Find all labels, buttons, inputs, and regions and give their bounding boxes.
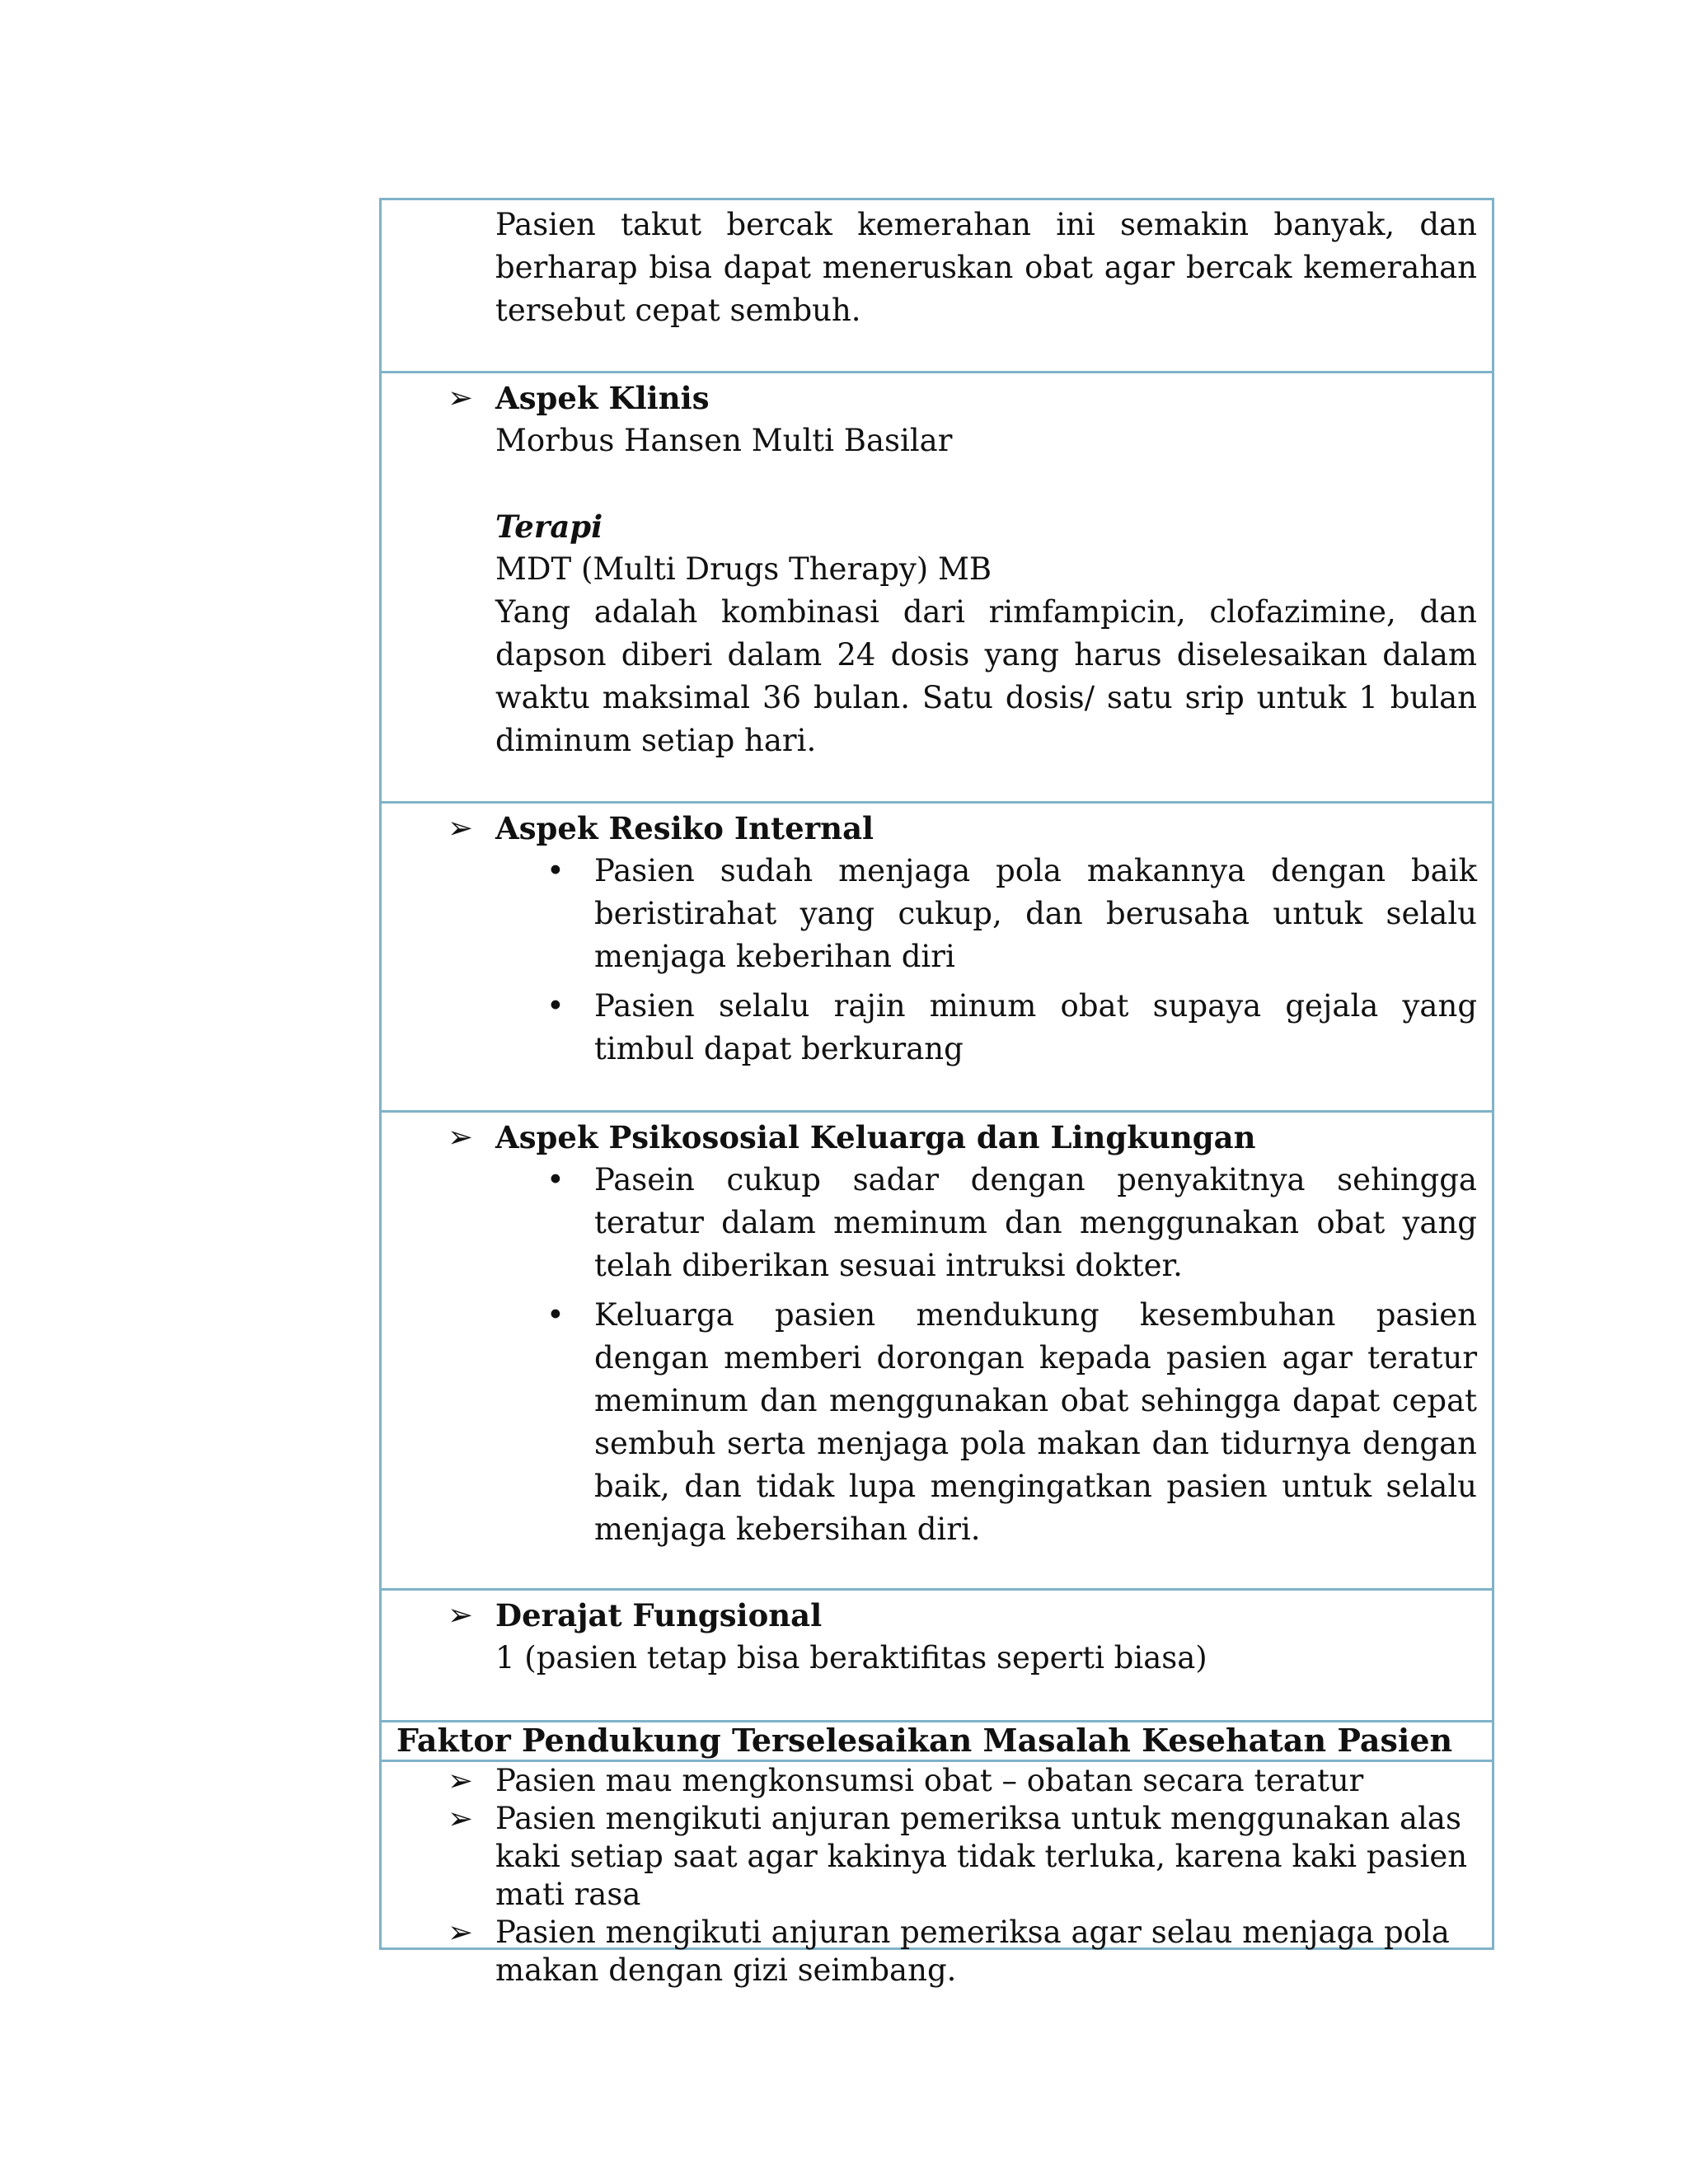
bullet-dot-icon: • xyxy=(546,988,565,1024)
psikososial-list xyxy=(495,1159,1477,1551)
list-item-text: Pasien selalu rajin minum obat supaya gejala yang timbul dapat berkurang xyxy=(594,988,1477,1066)
resiko-list xyxy=(495,850,1477,1071)
list-item xyxy=(546,1294,1477,1551)
derajat-title: Derajat Fungsional xyxy=(495,1597,823,1633)
row-aspek-resiko xyxy=(382,801,1492,1110)
list-item xyxy=(448,1800,1477,1914)
list-item xyxy=(546,1159,1477,1287)
diagnosis-text: Morbus Hansen Multi Basilar xyxy=(495,423,953,458)
aspek-resiko-title: Aspek Resiko Internal xyxy=(495,810,874,846)
list-item-text: Keluarga pasien mendukung kesembuhan pasien dengan memberi dorongan kepada pasien agar teratur meminum dan menggunakan obat sehingga dapat cepat sembuh serta menjaga pola makan dan tidurnya dengan baik, dan tidak lupa mengingatkan pasien untuk selalu menjaga kebersihan diri. xyxy=(594,1297,1477,1547)
aspek-psikososial-title: Aspek Psikososial Keluarga dan Lingkungan xyxy=(495,1119,1256,1155)
derajat-heading xyxy=(448,1594,1477,1637)
row-aspek-psikososial xyxy=(382,1110,1492,1588)
derajat-value: 1 (pasien tetap bisa beraktifitas seperti biasa) xyxy=(495,1640,1207,1675)
terapi-name: MDT (Multi Drugs Therapy) MB xyxy=(495,551,992,587)
list-item xyxy=(448,1762,1477,1800)
row-faktor-items xyxy=(382,1760,1492,1988)
row-derajat-fungsional xyxy=(382,1588,1492,1720)
list-item-text: Pasien mau mengkonsumsi obat – obatan secara teratur xyxy=(495,1763,1364,1798)
row-intro xyxy=(382,200,1492,371)
aspek-klinis-heading xyxy=(448,377,1477,419)
aspek-resiko-heading xyxy=(448,807,1477,850)
arrow-bullet-icon: ➢ xyxy=(448,1763,474,1798)
arrow-bullet-icon: ➢ xyxy=(448,1801,474,1836)
bullet-dot-icon: • xyxy=(546,853,565,888)
list-item-text: Pasein cukup sadar dengan penyakitnya sehingga teratur dalam meminum dan menggunakan obat yang telah diberikan sesuai intruksi dokter. xyxy=(594,1162,1477,1283)
bullet-dot-icon: • xyxy=(546,1297,565,1333)
arrow-bullet-icon: ➢ xyxy=(448,1915,474,1950)
terapi-label: Terapi xyxy=(495,509,603,545)
arrow-bullet-icon: ➢ xyxy=(448,1119,474,1155)
list-item-text: Pasien mengikuti anjuran pemeriksa agar selau menjaga pola makan dengan gizi seimbang. xyxy=(495,1915,1450,1988)
list-item xyxy=(546,985,1477,1071)
row-aspek-klinis xyxy=(382,371,1492,801)
arrow-bullet-icon: ➢ xyxy=(448,1597,474,1633)
list-item-text: Pasien sudah menjaga pola makannya dengan baik beristirahat yang cukup, dan berusaha untuk selalu menjaga keberihan diri xyxy=(594,853,1477,974)
list-item-text: Pasien mengikuti anjuran pemeriksa untuk menggunakan alas kaki setiap saat agar kakinya tidak terluka, karena kaki pasien mati rasa xyxy=(495,1801,1468,1912)
aspek-klinis-title: Aspek Klinis xyxy=(495,380,710,416)
aspek-psikososial-heading xyxy=(448,1116,1477,1159)
intro-text: Pasien takut bercak kemerahan ini semakin banyak, dan berharap bisa dapat meneruskan obat agar bercak kemerahan tersebut cepat sembuh. xyxy=(495,207,1477,328)
row-faktor-title xyxy=(382,1720,1492,1760)
arrow-bullet-icon: ➢ xyxy=(448,810,474,846)
spacer xyxy=(495,462,1477,505)
arrow-bullet-icon: ➢ xyxy=(448,380,474,415)
list-item xyxy=(546,850,1477,978)
terapi-description: Yang adalah kombinasi dari rimfampicin, clofazimine, dan dapson diberi dalam 24 dosis yang harus diselesaikan dalam waktu maksimal 36 bulan. Satu dosis/ satu srip untuk 1 bulan diminum setiap hari. xyxy=(495,594,1477,758)
faktor-title: Faktor Pendukung Terselesaikan Masalah Kesehatan Pasien xyxy=(396,1722,1453,1759)
assessment-table xyxy=(379,198,1494,1988)
list-item xyxy=(448,1914,1477,1990)
bullet-dot-icon: • xyxy=(546,1162,565,1197)
